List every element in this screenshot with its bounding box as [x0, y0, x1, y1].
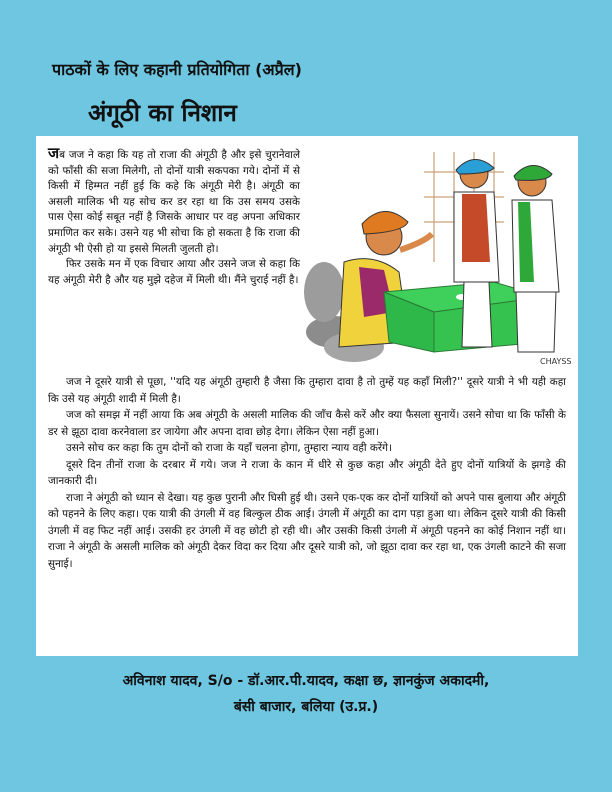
story-paragraph: उसने सोच कर कहा कि तुम दोनों को राजा के यहाँ चलना होगा, तुम्हारा न्याय वही करेंगे। [66, 442, 392, 454]
story-paragraph-text: ब जज ने कहा कि यह तो राजा की अंगूठी है और इसे चुरानेवाले को फाँसी की सजा मिलेगी, तो दोनों यात्री सकपका गये। दोनों में से किसी में हिम्मत नहीं हुई कि कहे कि अंगूठी मेरी है। अंगूठी का असली मालिक भी यह सोच कर डर रहा था कि उस समय उसके पास ऐसा कोई सबूत नहीं है जिसके आधार पर वह अपना अधिकार प्रमाणित कर सके। उसने यह भी सोचा कि हो सकता है कि राजा की अंगूठी भी ऐसी हो या इससे मिलती जुलती हो। [48, 149, 300, 255]
artist-signature: CHAYSS [540, 357, 572, 366]
story-paragraph: जज को समझ में नहीं आया कि अब अंगूठी के असली मालिक की जाँच कैसे करें और क्या फैसला सुनायें। उसने सोचा था कि फाँसी के डर से झूठा दावा करनेवाला डर जायेगा और अपना दावा छोड़ देगा। लेकिन ऐसा नहीं हुआ। [48, 409, 566, 438]
traveler-green-turban [512, 165, 559, 352]
author-credit [0, 668, 612, 720]
drop-cap: ज [48, 144, 60, 162]
story-title: अंगूठी का निशान [88, 99, 237, 127]
author-line-1: अविनाश यादव, S/o - डॉ.आर.पी.यादव, कक्षा छ, ज्ञानकुंज अकादमी, [122, 673, 490, 689]
story-column [48, 146, 300, 288]
story-paragraph: फिर उसके मन में एक विचार आया और उसने जज से कहा कि यह अंगूठी मेरी है और यह मुझे दहेज में मिली थी। मैंने चुराई नहीं है। [48, 258, 300, 286]
court-illustration [304, 142, 576, 372]
author-line-2: बंसी बाजार, बलिया (उ.प्र.) [233, 699, 379, 715]
story-paragraph [48, 146, 300, 257]
story-body [48, 374, 566, 572]
story-paragraph: दूसरे दिन तीनों राजा के दरबार में गये। जज ने राजा के कान में धीरे से कुछ कहा और अंगूठी देते हुए दोनों यात्रियों के झगड़े की जानकारी दी। [48, 458, 566, 487]
story-paragraph: जज ने दूसरे यात्री से पूछा, ''यदि यह अंगूठी तुम्हारी है जैसा कि तुम्हारा दावा है तो तुम्हें यह कहाँ मिली?'' दूसरे यात्री ने भी यही कहा कि उसे यह अंगूठी शादी में मिली है। [48, 376, 566, 405]
story-paragraph: राजा ने अंगूठी को ध्यान से देखा। यह कुछ पुरानी और घिसी हुई थी। उसने एक-एक कर दोनों यात्रियों को अपने पास बुलाया और अंगूठी को पहनने के लिए कहा। एक यात्री की उंगली में वह बिल्कुल ठीक आई। उंगली में अंगूठी का दाग पड़ा हुआ था। लेकिन दूसरे यात्री की किसी उंगली में वह फिट नहीं आई। उसकी हर उंगली में वह छोटी हो रही थी। और उसकी किसी उंगली में अंगूठी पहनने का कोई निशान नहीं था। राजा ने अंगूठी के असली मालिक को अंगूठी देकर विदा कर दिया और दूसरे यात्री को, जो झूठा दावा कर रहा था, एक उंगली काटने की सजा सुनाई। [48, 491, 566, 570]
page-header [0, 0, 612, 140]
contest-title: पाठकों के लिए कहानी प्रतियोगिता (अप्रैल) [52, 60, 302, 79]
story-panel [36, 136, 578, 656]
